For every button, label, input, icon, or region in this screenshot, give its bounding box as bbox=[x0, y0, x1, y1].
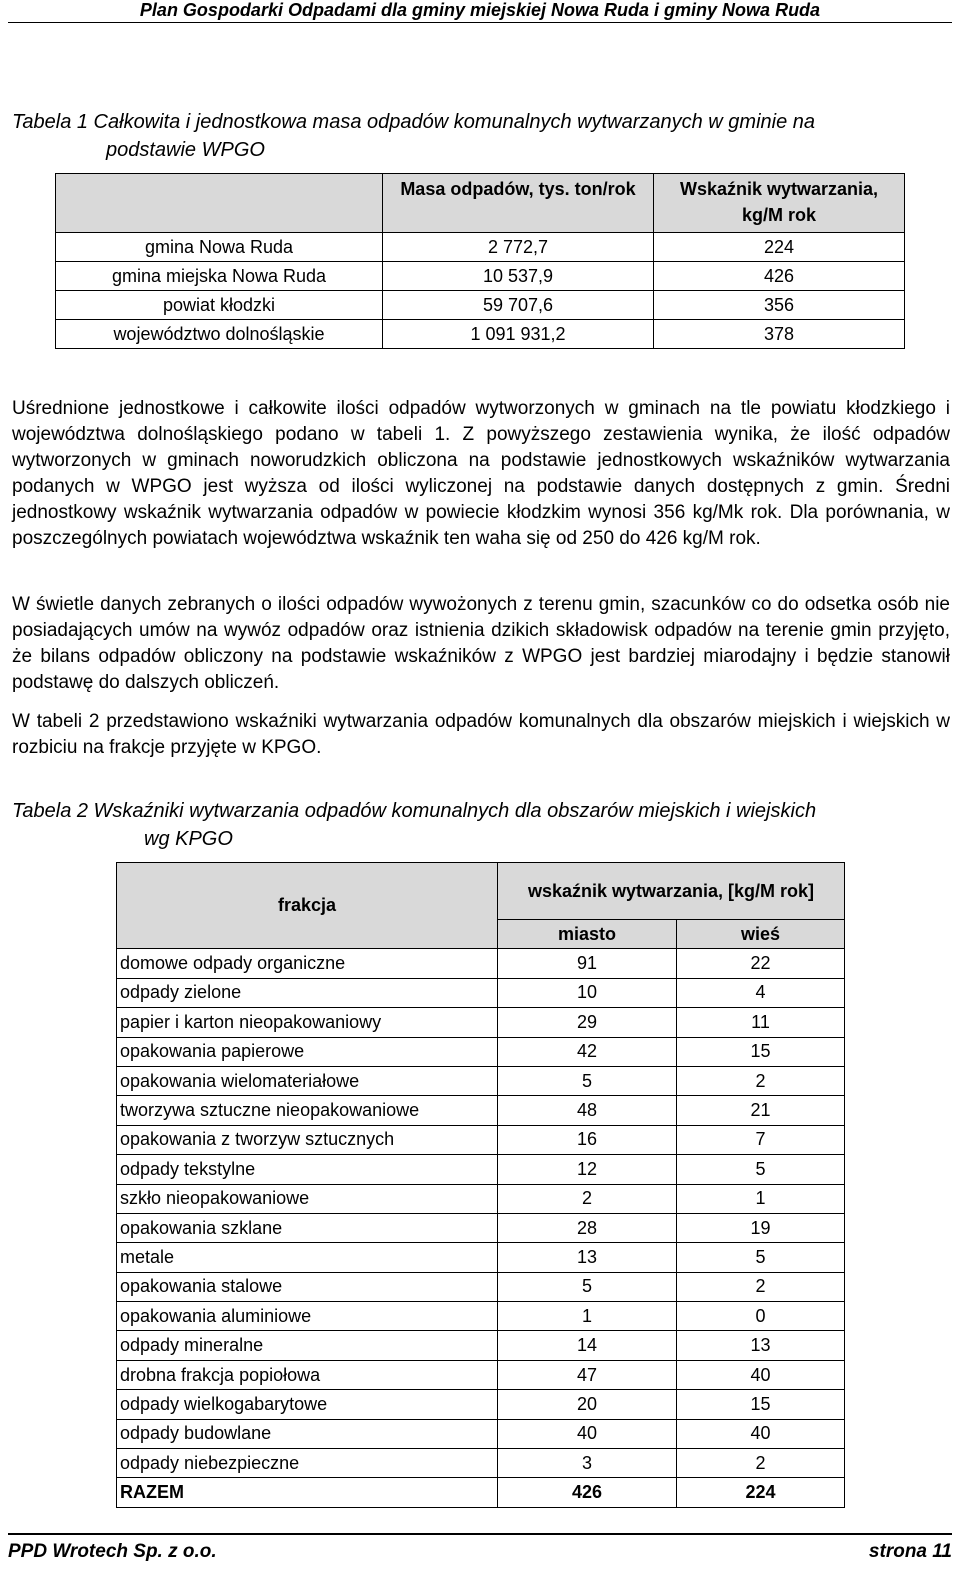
table1-cell-name: województwo dolnośląskie bbox=[56, 320, 383, 349]
table1-header-mass: Masa odpadów, tys. ton/rok bbox=[383, 174, 654, 233]
table2-row bbox=[117, 1155, 845, 1184]
table2-row bbox=[117, 1331, 845, 1360]
table2-cell-village: 40 bbox=[677, 1360, 845, 1389]
table2-cell-city: 47 bbox=[498, 1360, 677, 1389]
table2-cell-fraction: odpady niebezpieczne bbox=[117, 1449, 498, 1478]
table2-cell-fraction: odpady tekstylne bbox=[117, 1155, 498, 1184]
page-header: Plan Gospodarki Odpadami dla gminy miejskiej Nowa Ruda i gminy Nowa Ruda bbox=[8, 0, 952, 23]
table1-cell-mass: 1 091 931,2 bbox=[383, 320, 654, 349]
table2-row bbox=[117, 1419, 845, 1448]
table2-row bbox=[117, 1008, 845, 1037]
table1-cell-name: gmina miejska Nowa Ruda bbox=[56, 262, 383, 291]
table2-cell-village: 4 bbox=[677, 978, 845, 1007]
table2-cell-fraction: odpady mineralne bbox=[117, 1331, 498, 1360]
table1-row bbox=[56, 262, 905, 291]
table2-row bbox=[117, 1125, 845, 1154]
table2-cell-city: 16 bbox=[498, 1125, 677, 1154]
table1-caption-line1: Tabela 1 Całkowita i jednostkowa masa odpadów komunalnych wytwarzanych w gminie na bbox=[12, 111, 816, 133]
table2-cell-village: 19 bbox=[677, 1213, 845, 1242]
table2-row bbox=[117, 1390, 845, 1419]
table2-cell-fraction: drobna frakcja popiołowa bbox=[117, 1360, 498, 1389]
page-footer bbox=[8, 1533, 952, 1563]
table2-cell-city: 91 bbox=[498, 949, 677, 978]
table2-row bbox=[117, 1213, 845, 1242]
table2-cell-fraction: odpady wielkogabarytowe bbox=[117, 1390, 498, 1419]
table2-cell-city: 5 bbox=[498, 1272, 677, 1301]
table2-cell-village: 13 bbox=[677, 1331, 845, 1360]
paragraph-2: W świetle danych zebranych o ilości odpadów wywożonych z terenu gmin, szacunków co do odsetka osób nie posiadających umów na wywóz odpadów oraz istnienia dzikich składowisk odpadów na terenie gmin przyjęto, że bilans odpadów obliczony na podstawie wskaźników z WPGO jest bardziej miarodajny i będzie stanowił podstawę do dalszych obliczeń. bbox=[12, 594, 950, 693]
table2-total-label: RAZEM bbox=[117, 1478, 498, 1507]
paragraph-3: W tabeli 2 przedstawiono wskaźniki wytwarzania odpadów komunalnych dla obszarów miejskich i wiejskich w rozbiciu na frakcje przyjęte w KPGO. bbox=[12, 711, 950, 758]
table2-cell-village: 2 bbox=[677, 1066, 845, 1095]
table2-cell-village: 2 bbox=[677, 1449, 845, 1478]
table1-cell-name: powiat kłodzki bbox=[56, 291, 383, 320]
table2-cell-fraction: opakowania papierowe bbox=[117, 1037, 498, 1066]
table2-row bbox=[117, 1037, 845, 1066]
table2-row bbox=[117, 1360, 845, 1389]
table2-cell-fraction: domowe odpady organiczne bbox=[117, 949, 498, 978]
table2-cell-village: 7 bbox=[677, 1125, 845, 1154]
table2-cell-city: 10 bbox=[498, 978, 677, 1007]
table2-cell-city: 29 bbox=[498, 1008, 677, 1037]
table2-caption-line2: wg KPGO bbox=[144, 828, 233, 850]
table2-cell-village: 5 bbox=[677, 1243, 845, 1272]
table2-cell-fraction: opakowania aluminiowe bbox=[117, 1302, 498, 1331]
table2-caption-line1: Tabela 2 Wskaźniki wytwarzania odpadów komunalnych dla obszarów miejskich i wiejskich bbox=[12, 800, 817, 822]
table2-cell-city: 1 bbox=[498, 1302, 677, 1331]
table1-cell-name: gmina Nowa Ruda bbox=[56, 233, 383, 262]
table2-header-village: wieś bbox=[677, 920, 845, 949]
table2-cell-city: 28 bbox=[498, 1213, 677, 1242]
table2-cell-city: 42 bbox=[498, 1037, 677, 1066]
table2-cell-fraction: szkło nieopakowaniowe bbox=[117, 1184, 498, 1213]
table2-row bbox=[117, 1449, 845, 1478]
table1-cell-index: 356 bbox=[654, 291, 905, 320]
table2-cell-village: 15 bbox=[677, 1037, 845, 1066]
table1-cell-mass: 2 772,7 bbox=[383, 233, 654, 262]
table2-cell-city: 5 bbox=[498, 1066, 677, 1095]
table2-cell-fraction: odpady budowlane bbox=[117, 1419, 498, 1448]
footer-page-number: strona 11 bbox=[868, 1541, 952, 1562]
table1-cell-mass: 59 707,6 bbox=[383, 291, 654, 320]
table2 bbox=[116, 862, 845, 1508]
table2-cell-village: 1 bbox=[677, 1184, 845, 1213]
table2-row bbox=[117, 1302, 845, 1331]
table1-caption-line2: podstawie WPGO bbox=[106, 139, 265, 161]
table2-cell-fraction: odpady zielone bbox=[117, 978, 498, 1007]
paragraph-1: Uśrednione jednostkowe i całkowite ilości odpadów wytworzonych w gminach na tle powiatu kłodzkiego i województwa dolnośląskiego podano w tabeli 1. Z powyższego zestawienia wynika, że ilość odpadów wytworzonych w gminach noworudzkich obliczona na podstawie jednostkowych wskaźników wytwarzania podanych w WPGO jest wyższa od ilości wyliczonej na podstawie danych dostępnych z gmin. Średni jednostkowy wskaźnik wytwarzania odpadów w powiecie kłodzkim wynosi 356 kg/Mk rok. Dla porównania, w poszczególnych powiatach województwa wskaźnik ten waha się od 250 do 426 kg/M rok. bbox=[12, 398, 950, 549]
table2-cell-fraction: papier i karton nieopakowaniowy bbox=[117, 1008, 498, 1037]
table2-cell-village: 22 bbox=[677, 949, 845, 978]
table2-cell-village: 40 bbox=[677, 1419, 845, 1448]
table2-total-row bbox=[117, 1478, 845, 1507]
table2-cell-city: 40 bbox=[498, 1419, 677, 1448]
table2-row bbox=[117, 949, 845, 978]
table1-header-row bbox=[56, 174, 905, 233]
table1-cell-mass: 10 537,9 bbox=[383, 262, 654, 291]
table2-cell-village: 5 bbox=[677, 1155, 845, 1184]
table2-cell-city: 13 bbox=[498, 1243, 677, 1272]
table2-cell-village: 15 bbox=[677, 1390, 845, 1419]
table1-cell-index: 378 bbox=[654, 320, 905, 349]
table1-row bbox=[56, 233, 905, 262]
table2-row bbox=[117, 1066, 845, 1095]
table2-cell-city: 20 bbox=[498, 1390, 677, 1419]
table2-cell-village: 2 bbox=[677, 1272, 845, 1301]
table2-cell-village: 0 bbox=[677, 1302, 845, 1331]
table1-header-empty bbox=[56, 174, 383, 233]
table2-cell-city: 48 bbox=[498, 1096, 677, 1125]
table2-row bbox=[117, 1096, 845, 1125]
table2-cell-fraction: metale bbox=[117, 1243, 498, 1272]
table2-header-index: wskaźnik wytwarzania, [kg/M rok] bbox=[498, 863, 845, 920]
table2-header-city: miasto bbox=[498, 920, 677, 949]
table2-row bbox=[117, 1184, 845, 1213]
table1-cell-index: 224 bbox=[654, 233, 905, 262]
table2-row bbox=[117, 978, 845, 1007]
table2-header-row-1 bbox=[117, 863, 845, 920]
table1-caption bbox=[12, 108, 950, 164]
table2-cell-city: 2 bbox=[498, 1184, 677, 1213]
table2-cell-village: 11 bbox=[677, 1008, 845, 1037]
table2-cell-fraction: opakowania stalowe bbox=[117, 1272, 498, 1301]
table2-cell-city: 3 bbox=[498, 1449, 677, 1478]
table2-header-fraction: frakcja bbox=[117, 863, 498, 949]
table2-cell-fraction: opakowania wielomateriałowe bbox=[117, 1066, 498, 1095]
footer-company: PPD Wrotech Sp. z o.o. bbox=[8, 1541, 217, 1562]
table1-header-index: Wskaźnik wytwarzania, kg/M rok bbox=[654, 174, 905, 233]
table1-cell-index: 426 bbox=[654, 262, 905, 291]
table1-row bbox=[56, 320, 905, 349]
table2-caption bbox=[12, 797, 950, 853]
table2-cell-city: 12 bbox=[498, 1155, 677, 1184]
table1-row bbox=[56, 291, 905, 320]
table1 bbox=[55, 173, 905, 349]
table2-row bbox=[117, 1272, 845, 1301]
table2-row bbox=[117, 1243, 845, 1272]
table2-total-village: 224 bbox=[677, 1478, 845, 1507]
table2-cell-village: 21 bbox=[677, 1096, 845, 1125]
table2-cell-city: 14 bbox=[498, 1331, 677, 1360]
table2-cell-fraction: opakowania z tworzyw sztucznych bbox=[117, 1125, 498, 1154]
table2-cell-fraction: tworzywa sztuczne nieopakowaniowe bbox=[117, 1096, 498, 1125]
table2-cell-fraction: opakowania szklane bbox=[117, 1213, 498, 1242]
table2-total-city: 426 bbox=[498, 1478, 677, 1507]
